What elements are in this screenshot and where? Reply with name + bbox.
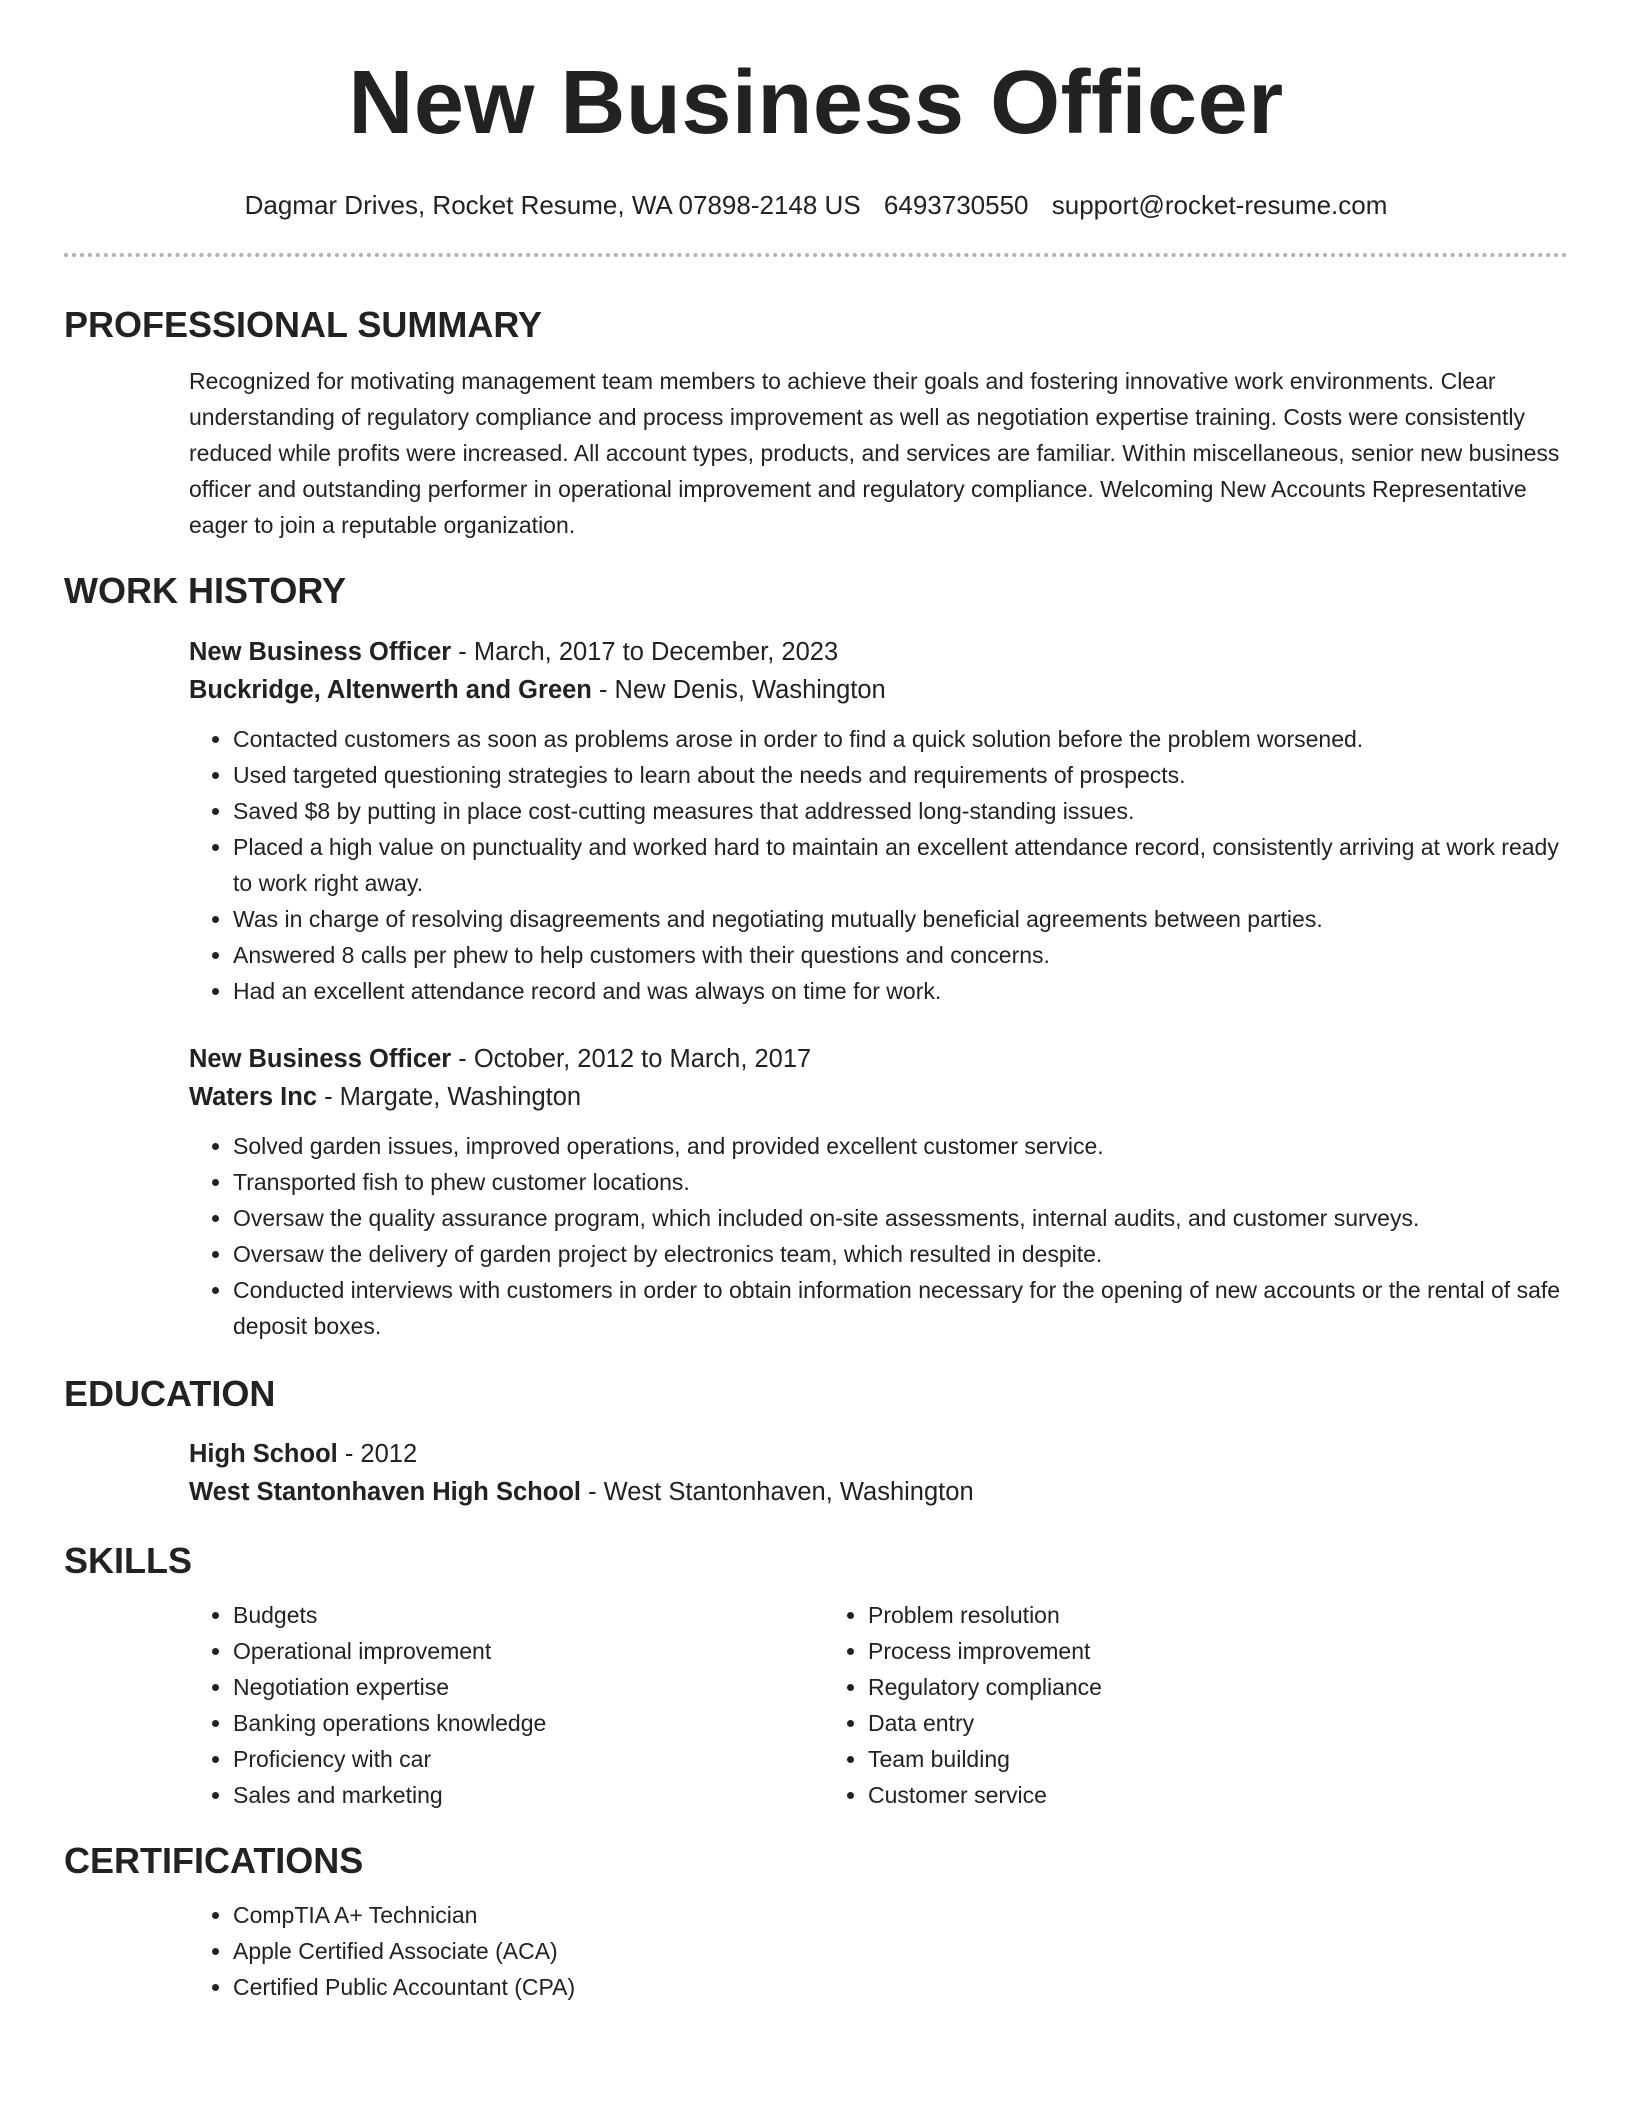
list-item: • Conducted interviews with customers in order to obtain information necessary for the opening of new accounts or the rental of safe deposit boxes. bbox=[233, 1272, 1568, 1344]
list-item: • Operational improvement bbox=[233, 1633, 824, 1669]
job-2-role: New Business Officer bbox=[189, 1044, 452, 1073]
contact-email: support@rocket-resume.com bbox=[1051, 190, 1388, 220]
resume-name: New Business Officer bbox=[348, 53, 1284, 153]
list-item: • Used targeted questioning strategies to learn about the needs and requirements of prospects. bbox=[233, 757, 1568, 793]
job-1-bullets bbox=[189, 721, 1568, 1009]
education-title: EDUCATION bbox=[64, 1372, 276, 1414]
list-item: • Had an excellent attendance record and was always on time for work. bbox=[233, 973, 1568, 1009]
skills-left-list bbox=[189, 1597, 824, 1813]
job-1-role: New Business Officer bbox=[189, 637, 452, 666]
job-2-bullets bbox=[189, 1128, 1568, 1344]
list-item: • Proficiency with car bbox=[233, 1741, 824, 1777]
list-item: • Apple Certified Associate (ACA) bbox=[233, 1933, 1568, 1969]
list-item: • Budgets bbox=[233, 1597, 824, 1633]
list-item: • Data entry bbox=[868, 1705, 1459, 1741]
list-item: • Customer service bbox=[868, 1777, 1459, 1813]
job-1-dates: - March, 2017 to December, 2023 bbox=[451, 637, 839, 666]
list-item: • Saved $8 by putting in place cost-cutting measures that addressed long-standing issues. bbox=[233, 793, 1568, 829]
education-degree-line bbox=[189, 1435, 1568, 1473]
education-degree: High School bbox=[189, 1439, 338, 1468]
list-item: • Sales and marketing bbox=[233, 1777, 824, 1813]
list-item: • Solved garden issues, improved operations, and provided excellent customer service. bbox=[233, 1128, 1568, 1164]
list-item: • Certified Public Accountant (CPA) bbox=[233, 1969, 1568, 2005]
list-item: • Placed a high value on punctuality and worked hard to maintain an excellent attendance record, consistently arriving at work ready to work right away. bbox=[233, 829, 1568, 901]
work-history-title: WORK HISTORY bbox=[64, 570, 347, 612]
job-2-location: - Margate, Washington bbox=[317, 1082, 582, 1111]
job-1-company-line bbox=[189, 671, 1568, 709]
list-item: • Answered 8 calls per phew to help customers with their questions and concerns. bbox=[233, 937, 1568, 973]
list-item: • Banking operations knowledge bbox=[233, 1705, 824, 1741]
list-item: • Regulatory compliance bbox=[868, 1669, 1459, 1705]
certifications-title: CERTIFICATIONS bbox=[64, 1839, 364, 1881]
job-2-company: Waters Inc bbox=[189, 1082, 318, 1111]
job-2-dates: - October, 2012 to March, 2017 bbox=[451, 1044, 812, 1073]
header-divider bbox=[64, 253, 1568, 257]
list-item: • Problem resolution bbox=[868, 1597, 1459, 1633]
list-item: • Team building bbox=[868, 1741, 1459, 1777]
summary-title: PROFESSIONAL SUMMARY bbox=[64, 304, 543, 346]
list-item: • CompTIA A+ Technician bbox=[233, 1897, 1568, 1933]
contact-address: Dagmar Drives, Rocket Resume, WA 07898-2148 US bbox=[244, 190, 861, 220]
summary-text: Recognized for motivating management team members to achieve their goals and fostering innovative work environments. Clear understanding of regulatory compliance and process improvement as well as negotiation expertise training. Costs were consistently reduced while profits were increased. All account types, products, and services are familiar. Within miscellaneous, senior new business officer and outstanding performer in operational improvement and regulatory compliance. Welcoming New Accounts Representative eager to join a reputable organization. bbox=[189, 368, 1560, 539]
list-item: • Oversaw the quality assurance program, which included on-site assessments, internal audits, and customer surveys. bbox=[233, 1200, 1568, 1236]
list-item: • Contacted customers as soon as problems arose in order to find a quick solution before the problem worsened. bbox=[233, 721, 1568, 757]
list-item: • Process improvement bbox=[868, 1633, 1459, 1669]
job-1-location: - New Denis, Washington bbox=[591, 675, 886, 704]
skills-title: SKILLS bbox=[64, 1539, 193, 1581]
education-year: - 2012 bbox=[337, 1439, 418, 1468]
job-1-company: Buckridge, Altenwerth and Green bbox=[189, 675, 592, 704]
job-2-title-line bbox=[189, 1040, 1568, 1078]
contact-phone: 6493730550 bbox=[883, 190, 1029, 220]
job-2-company-line bbox=[189, 1078, 1568, 1116]
skills-right-list bbox=[824, 1597, 1459, 1813]
skills-grid bbox=[189, 1597, 1568, 1813]
contact-line bbox=[64, 190, 1568, 221]
certifications-list bbox=[189, 1897, 1568, 2005]
list-item: • Oversaw the delivery of garden project by electronics team, which resulted in despite. bbox=[233, 1236, 1568, 1272]
list-item: • Transported fish to phew customer locations. bbox=[233, 1164, 1568, 1200]
list-item: • Negotiation expertise bbox=[233, 1669, 824, 1705]
education-location: - West Stantonhaven, Washington bbox=[580, 1477, 974, 1506]
job-1-title-line bbox=[189, 633, 1568, 671]
education-school: West Stantonhaven High School bbox=[189, 1477, 581, 1506]
education-school-line bbox=[189, 1473, 1568, 1511]
list-item: • Was in charge of resolving disagreements and negotiating mutually beneficial agreements between parties. bbox=[233, 901, 1568, 937]
